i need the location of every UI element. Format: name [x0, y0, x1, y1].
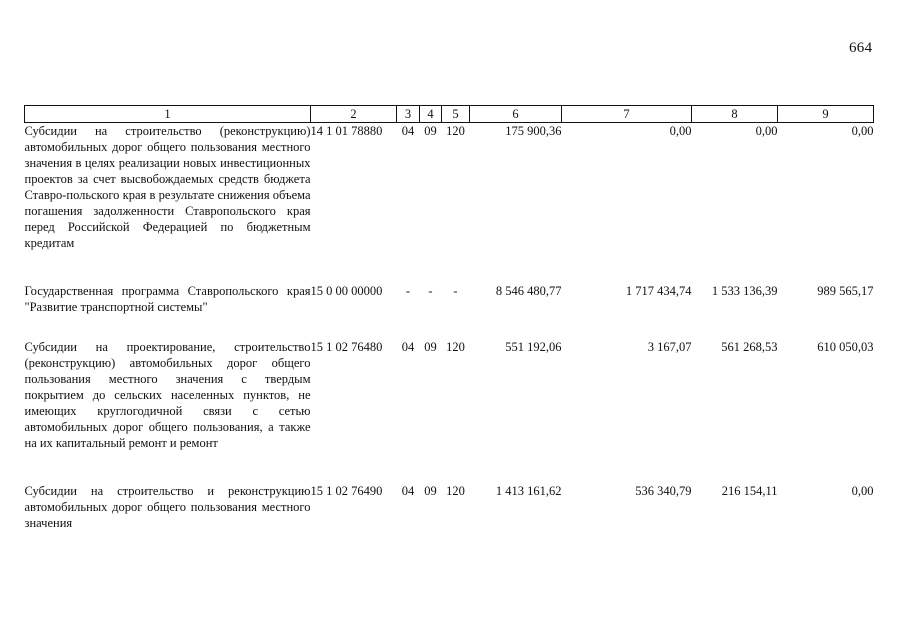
row-amount-7: 1 717 434,74	[625, 284, 692, 298]
header-col-1: 1	[25, 106, 311, 123]
row-amount-6: 551 192,06	[505, 340, 562, 354]
row-code: 15 0 00 00000	[310, 284, 383, 298]
header-col-8: 8	[692, 106, 778, 123]
row-expense-type: 120	[446, 484, 465, 498]
row-amount-9: 989 565,17	[817, 284, 874, 298]
header-col-2: 2	[311, 106, 397, 123]
row-expense-type: 120	[446, 124, 465, 138]
row-subsection: 09	[424, 484, 437, 498]
row-subsection: 09	[424, 124, 437, 138]
row-amount-9: 0,00	[851, 124, 874, 138]
row-amount-8: 1 533 136,39	[711, 284, 778, 298]
row-amount-9: 0,00	[851, 484, 874, 498]
row-description: Субсидии на строительство (реконструкцию) автомобильных дорог общего пользования местного значения в целях реализации новых инвестиционных проектов за счет высвобождаемых средств бюджета Ставро-польского края в результате снижения объема погашения задолженности Ставропольского края перед Российской Федерацией по бюджетным кредитам	[24, 124, 311, 250]
row-code: 15 1 02 76480	[310, 340, 383, 354]
header-col-5: 5	[442, 106, 470, 123]
row-section: 04	[401, 484, 415, 498]
table-row	[25, 123, 874, 252]
row-section: -	[405, 284, 411, 298]
row-amount-9: 610 050,03	[817, 340, 874, 354]
table-row	[25, 339, 874, 451]
row-expense-type: -	[453, 284, 458, 298]
row-subsection: 09	[424, 340, 437, 354]
header-col-7: 7	[562, 106, 692, 123]
page-number: 664	[849, 40, 873, 56]
budget-table	[24, 105, 874, 531]
row-amount-6: 175 900,36	[505, 124, 562, 138]
header-col-3: 3	[397, 106, 420, 123]
row-amount-8: 216 154,11	[721, 484, 778, 498]
table-row	[25, 283, 874, 315]
row-expense-type: 120	[446, 340, 465, 354]
row-subsection: -	[428, 284, 433, 298]
row-code: 14 1 01 78880	[310, 124, 383, 138]
row-spacer	[25, 251, 874, 283]
row-section: 04	[401, 340, 415, 354]
header-col-4: 4	[420, 106, 442, 123]
row-amount-7: 536 340,79	[635, 484, 692, 498]
header-col-6: 6	[470, 106, 562, 123]
table-row	[25, 483, 874, 531]
row-spacer	[25, 315, 874, 339]
header-row	[25, 106, 874, 123]
row-spacer	[25, 451, 874, 483]
row-description: Субсидии на проектирование, строительство (реконструкцию) автомобильных дорог общего пользования местного значения с твердым покрытием до сельских населенных пунктов, не имеющих круглогодичной связи с сетью автомобильных дорог общего пользования, а также на их капитальный ремонт и ремонт	[24, 340, 311, 450]
row-section: 04	[401, 124, 415, 138]
row-amount-8: 561 268,53	[721, 340, 778, 354]
row-amount-7: 3 167,07	[647, 340, 692, 354]
row-amount-7: 0,00	[669, 124, 692, 138]
header-col-9: 9	[778, 106, 874, 123]
row-description: Субсидии на строительство и реконструкцию автомобильных дорог общего пользования местного значения	[24, 484, 311, 530]
row-amount-6: 1 413 161,62	[495, 484, 562, 498]
row-code: 15 1 02 76490	[310, 484, 383, 498]
row-amount-6: 8 546 480,77	[495, 284, 562, 298]
row-description: Государственная программа Ставропольского края "Развитие транспортной системы"	[24, 284, 311, 314]
row-amount-8: 0,00	[755, 124, 778, 138]
